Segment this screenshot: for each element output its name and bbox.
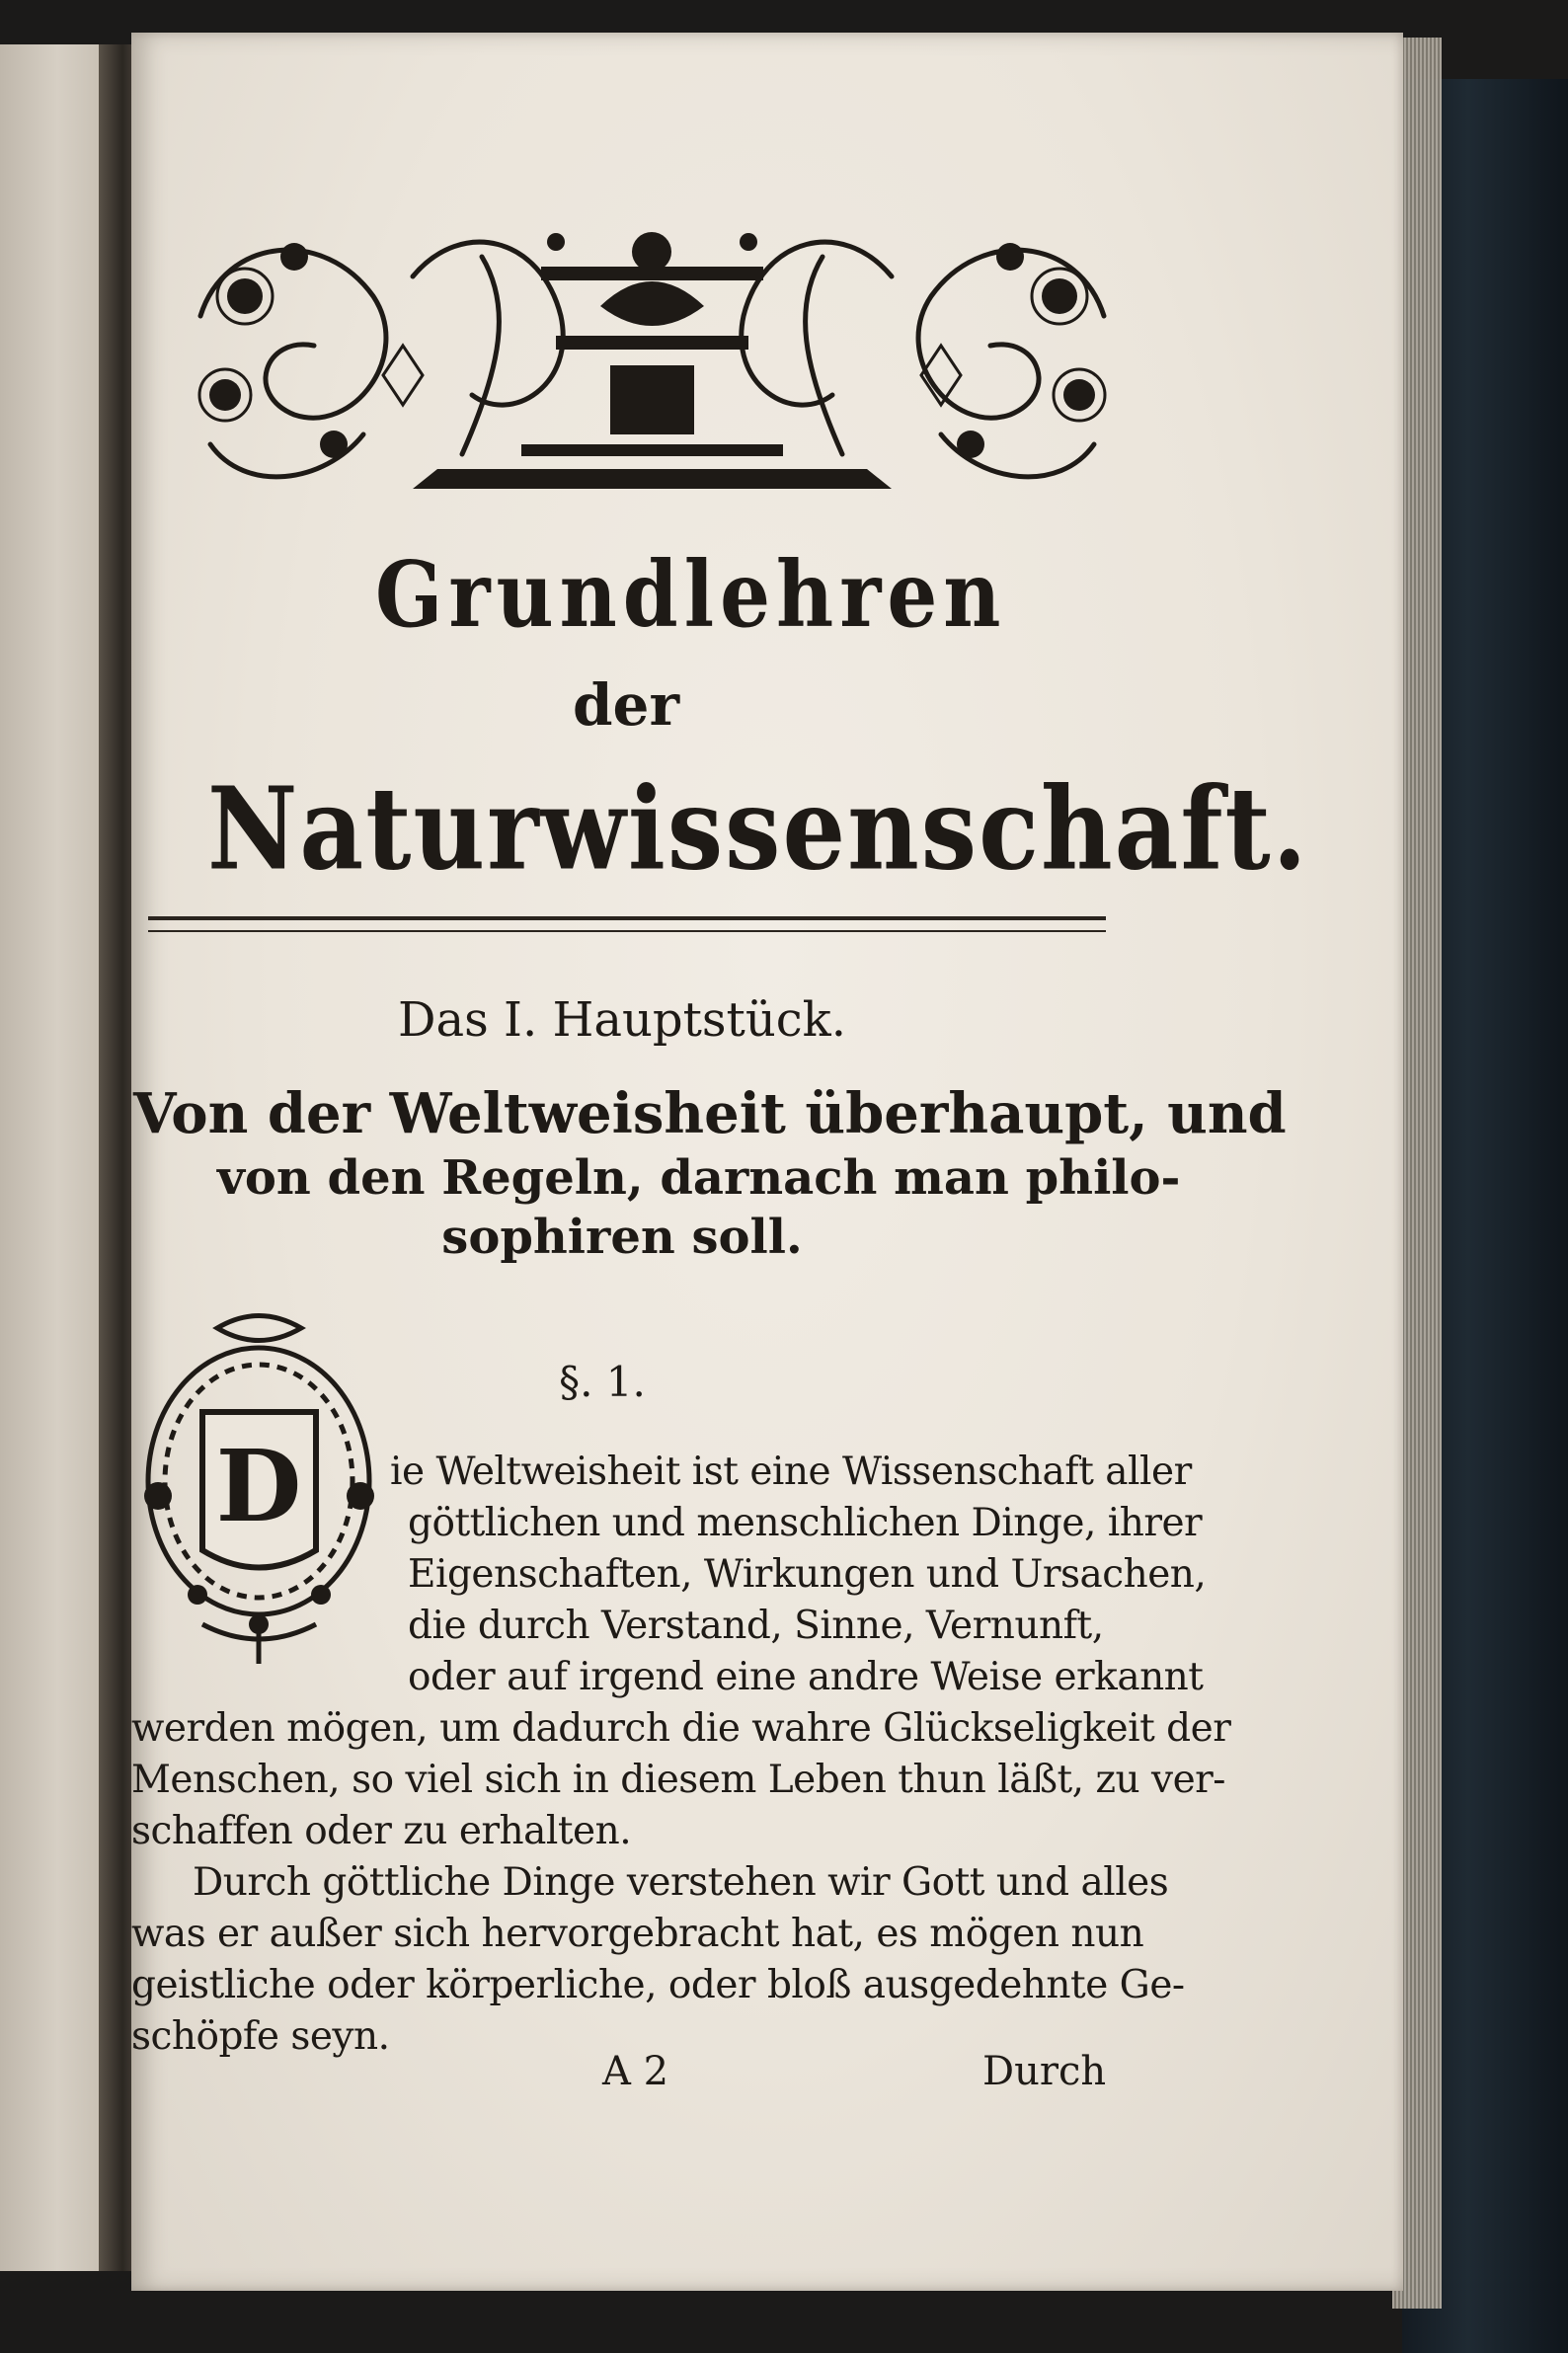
- chapter-heading: Das I. Hauptstück.: [398, 992, 846, 1048]
- body-line: geistliche oder körperliche, oder bloß ausgedehnte Ge-: [131, 1963, 1185, 2007]
- decorated-initial: [128, 1298, 390, 1674]
- headpiece-ornament: [186, 197, 1119, 504]
- section-number: §. 1.: [559, 1358, 646, 1406]
- chapter-title-line-2: von den Regeln, darnach man philo-: [217, 1150, 1181, 1206]
- body-line: Durch göttliche Dinge verstehen wir Gott und alles: [193, 1860, 1169, 1905]
- body-line: schaffen oder zu erhalten.: [131, 1809, 632, 1853]
- body-line: die durch Verstand, Sinne, Vernunft,: [408, 1604, 1104, 1648]
- body-line: göttlichen und menschlichen Dinge, ihrer: [408, 1501, 1203, 1545]
- body-line: Eigenschaften, Wirkungen und Ursachen,: [408, 1552, 1207, 1597]
- body-line: werden mögen, um dadurch die wahre Glückseligkeit der: [131, 1706, 1231, 1751]
- chapter-title-line-3: sophiren soll.: [441, 1210, 803, 1265]
- body-line: ie Weltweisheit ist eine Wissenschaft aller: [390, 1450, 1192, 1494]
- signature-mark: A 2: [602, 2049, 669, 2094]
- title-line-1: Grundlehren: [375, 540, 1007, 649]
- body-line: schöpfe seyn.: [131, 2014, 390, 2059]
- body-line: oder auf irgend eine andre Weise erkannt: [408, 1655, 1204, 1699]
- body-line: was er außer sich hervorgebracht hat, es mögen nun: [131, 1912, 1144, 1956]
- title-line-3: Naturwissenschaft.: [207, 761, 1309, 896]
- title-rule-thin: [148, 930, 1106, 932]
- body-line: Menschen, so viel sich in diesem Leben thun läßt, zu ver-: [131, 1758, 1225, 1802]
- title-line-2: der: [573, 671, 680, 739]
- catchword: Durch: [982, 2049, 1107, 2094]
- title-rule: [148, 916, 1106, 920]
- chapter-title-line-1: Von der Weltweisheit überhaupt, und: [133, 1081, 1287, 1146]
- initial-letter: D: [215, 1428, 302, 1544]
